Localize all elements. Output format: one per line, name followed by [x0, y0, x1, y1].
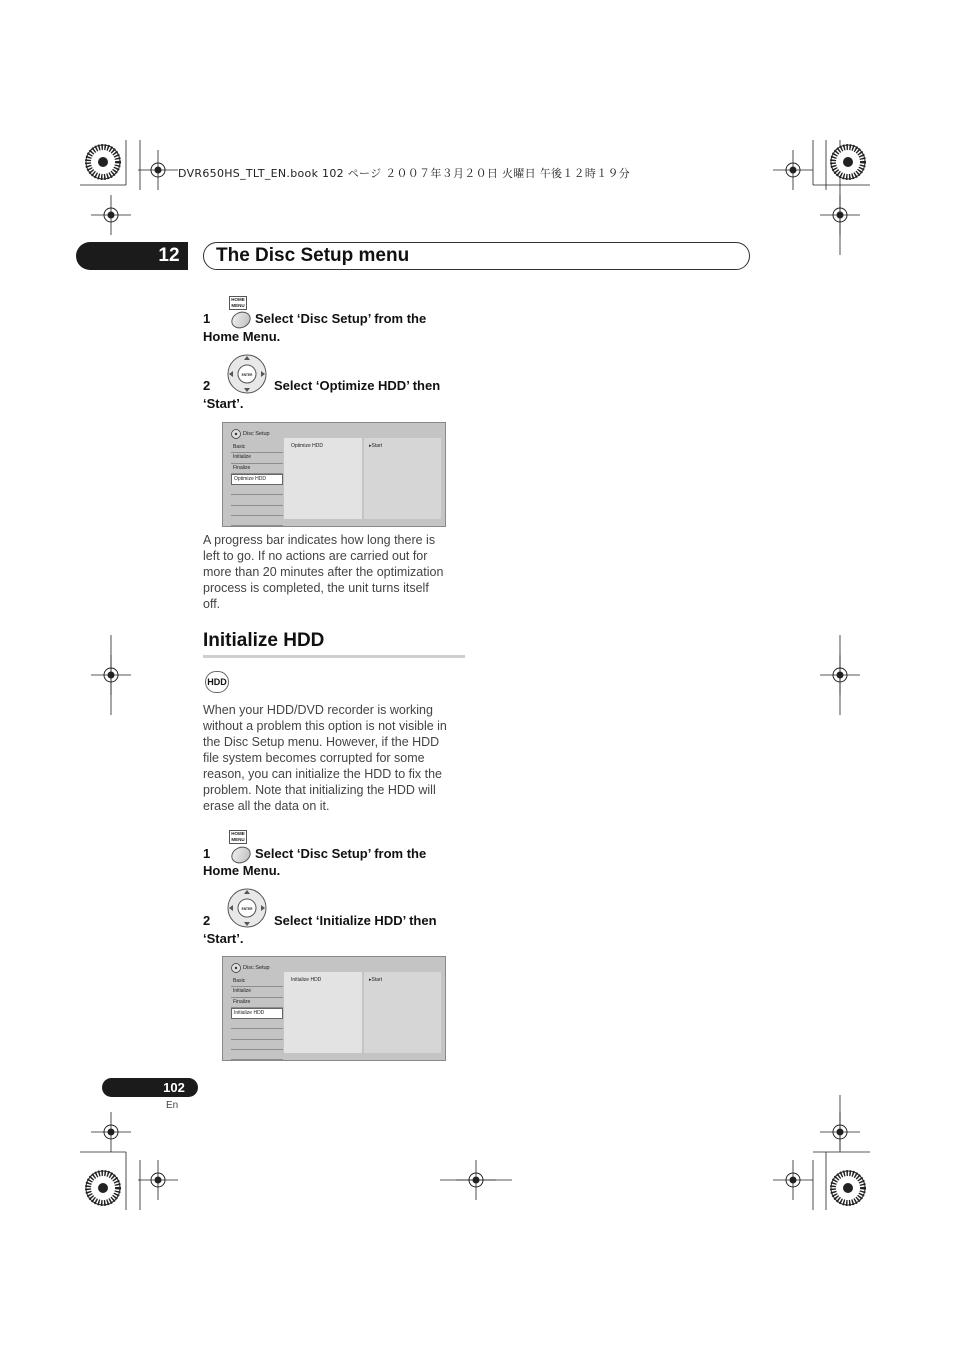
screen-middle-label: Initialize HDD — [291, 977, 322, 983]
text-line: more than 20 minutes after the optimization — [203, 565, 444, 579]
text-line: left to go. If no actions are carried out for — [203, 549, 428, 563]
menu-item-initialize: Initialize — [231, 453, 283, 463]
step-text-cont: ‘Start’. — [203, 931, 244, 946]
chapter-title: The Disc Setup menu — [216, 245, 410, 266]
text-line: reason, you can initialize the HDD to fix the — [203, 767, 443, 781]
menu-item-empty — [231, 516, 283, 526]
start-label: Start — [371, 977, 383, 983]
home-menu-label: HOME MENU — [231, 831, 245, 842]
enter-label: ENTER — [241, 373, 253, 377]
screen-middle-panel — [284, 972, 362, 1053]
step-number: 1 — [203, 846, 211, 861]
screen-right-panel — [364, 972, 441, 1053]
chapter-number: 12 — [158, 245, 180, 266]
home-menu-label-icon — [229, 296, 247, 310]
text-line: When your HDD/DVD recorder is working — [203, 703, 433, 717]
menu-item-empty — [231, 1050, 283, 1060]
start-option: ▸Start — [369, 443, 383, 449]
step-text-cont: Home Menu. — [203, 863, 281, 878]
text-line: the Disc Setup menu. However, if the HDD — [203, 735, 440, 749]
disc-icon — [231, 963, 241, 973]
menu-item-finalize: Finalize — [231, 998, 283, 1008]
page-number: 102 — [163, 1080, 185, 1095]
text-line: off. — [203, 597, 221, 611]
menu-item-optimize-hdd: Optimize HDD — [231, 474, 283, 485]
hdd-badge-label: HDD — [207, 677, 227, 687]
enter-label: ENTER — [241, 907, 253, 911]
screen-title: Disc Setup — [243, 431, 270, 437]
disc-setup-screen-initialize — [222, 956, 446, 1061]
menu-item-initialize-hdd: Initialize HDD — [231, 1008, 283, 1019]
optimize-paragraph — [203, 532, 473, 612]
menu-item-basic: Basic — [231, 977, 283, 987]
menu-item-finalize: Finalize — [231, 464, 283, 474]
dpad-enter-icon — [227, 888, 267, 928]
print-header: DVR650HS_TLT_EN.book 102 ページ ２００７年３月２０日 火曜日 午後１２時１９分 — [178, 167, 631, 180]
text-line: A progress bar indicates how long there is — [203, 533, 436, 547]
text-line: problem. Note that initializing the HDD will — [203, 783, 436, 797]
step-text: Select ‘Initialize HDD’ then — [274, 913, 437, 928]
screen-title: Disc Setup — [243, 965, 270, 971]
section-rule — [203, 655, 465, 658]
step-text-cont: ‘Start’. — [203, 396, 244, 411]
menu-item-basic: Basic — [231, 443, 283, 453]
screen-right-panel — [364, 438, 441, 519]
page-language: En — [166, 1100, 179, 1111]
step-number: 2 — [203, 913, 211, 928]
screen-middle-label: Optimize HDD — [291, 443, 323, 449]
start-label: Start — [371, 443, 383, 449]
step-text: Select ‘Disc Setup’ from the — [255, 846, 427, 861]
screen-menu — [231, 977, 283, 1060]
menu-item-empty — [231, 1040, 283, 1050]
hdd-badge-icon — [205, 671, 229, 693]
section-heading: Initialize HDD — [203, 630, 325, 651]
menu-item-initialize: Initialize — [231, 987, 283, 997]
step-text-cont: Home Menu. — [203, 329, 281, 344]
dpad-enter-icon — [227, 354, 267, 394]
disc-setup-screen-optimize — [222, 422, 446, 527]
screen-menu — [231, 443, 283, 526]
text-line: erase all the data on it. — [203, 799, 330, 813]
text-line: process is completed, the unit turns itself — [203, 581, 429, 595]
initialize-paragraph — [203, 702, 473, 814]
menu-item-empty — [231, 506, 283, 516]
step-text: Select ‘Disc Setup’ from the — [255, 311, 427, 326]
disc-icon — [231, 429, 241, 439]
menu-item-empty — [231, 1019, 283, 1029]
step-number: 2 — [203, 378, 211, 393]
home-menu-label: HOME MENU — [231, 297, 245, 308]
screen-middle-panel — [284, 438, 362, 519]
menu-item-empty — [231, 495, 283, 505]
text-line: file system becomes corrupted for some — [203, 751, 425, 765]
home-menu-label-icon — [229, 830, 247, 844]
step-number: 1 — [203, 311, 211, 326]
step-text: Select ‘Optimize HDD’ then — [274, 378, 441, 393]
start-option: ▸Start — [369, 977, 383, 983]
menu-item-empty — [231, 1029, 283, 1039]
text-line: without a problem this option is not visible in — [203, 719, 447, 733]
menu-item-empty — [231, 485, 283, 495]
